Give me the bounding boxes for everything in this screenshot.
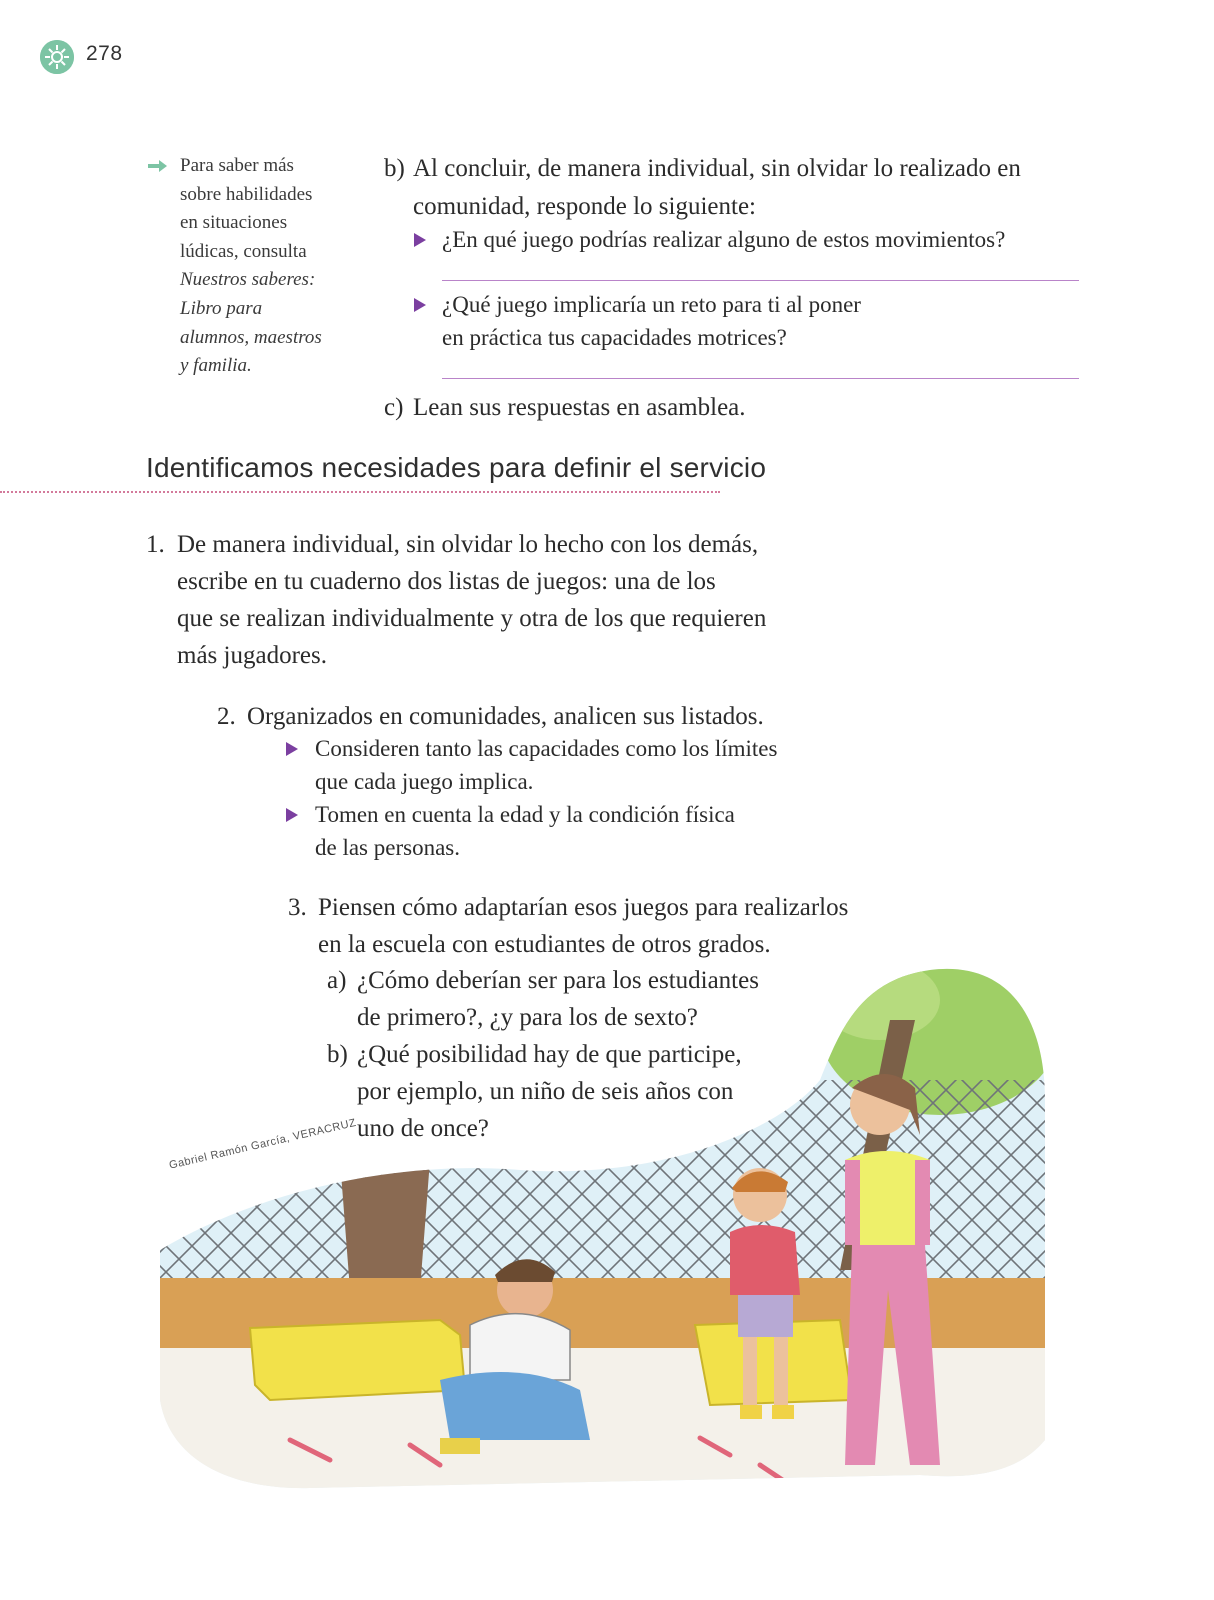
step-2-number: 2. xyxy=(217,703,236,730)
side-note-book-title: y familia. xyxy=(180,355,252,377)
step-1-line: escribe en tu cuaderno dos listas de juegos: una de los xyxy=(177,568,716,595)
step-3-number: 3. xyxy=(288,894,307,921)
step-3-a-letter: a) xyxy=(327,967,347,994)
step-2-bullet-2-line2: de las personas. xyxy=(315,835,460,860)
item-c-text: Lean sus respuestas en asamblea. xyxy=(413,394,746,421)
item-b-letter: b) xyxy=(384,155,405,182)
step-2-text: Organizados en comunidades, analicen sus listados. xyxy=(247,703,764,730)
side-note-book-title: Nuestros saberes: xyxy=(180,269,316,291)
step-3-a-line2: de primero?, ¿y para los de sexto? xyxy=(357,1004,698,1031)
step-3-a-line1: ¿Cómo deberían ser para los estudiantes xyxy=(357,967,759,994)
side-note xyxy=(150,152,350,381)
step-3-b-line1: ¿Qué posibilidad hay de que participe, xyxy=(357,1041,742,1068)
step-2-bullet-2-line1: Tomen en cuenta la edad y la condición física xyxy=(315,802,735,827)
page-badge-icon xyxy=(40,40,74,74)
bullet-arrow-icon xyxy=(286,808,298,822)
bullet-arrow-icon xyxy=(286,742,298,756)
step-3-b-letter: b) xyxy=(327,1041,348,1068)
question-2-line2: en práctica tus capacidades motrices? xyxy=(442,325,787,350)
side-note-line: Para saber más xyxy=(180,155,294,176)
step-1-line: que se realizan individualmente y otra de los que requieren xyxy=(177,605,767,632)
side-note-book-title: alumnos, maestros xyxy=(180,326,322,348)
side-note-line: sobre habilidades xyxy=(180,183,313,205)
side-note-line: lúdicas, consulta xyxy=(180,240,307,262)
step-1-line: más jugadores. xyxy=(177,642,327,669)
step-3-line2: en la escuela con estudiantes de otros grados. xyxy=(318,931,771,958)
step-3-b-line3: uno de once? xyxy=(357,1115,489,1142)
section-heading: Identificamos necesidades para definir el servicio xyxy=(146,452,767,483)
item-c-letter: c) xyxy=(384,394,404,421)
question-1: ¿En qué juego podrías realizar alguno de estos movimientos? xyxy=(442,227,1006,252)
step-3-line1: Piensen cómo adaptarían esos juegos para realizarlos xyxy=(318,894,849,921)
illustration-credit: Gabriel Ramón García, VERACRUZ xyxy=(168,1116,358,1172)
section-divider xyxy=(0,491,720,493)
item-b-text-line2: comunidad, responde lo siguiente: xyxy=(413,193,756,220)
item-b-text-line1: Al concluir, de manera individual, sin olvidar lo realizado en xyxy=(413,155,1021,182)
step-3-b-line2: por ejemplo, un niño de seis años con xyxy=(357,1078,734,1105)
step-2-bullet-1-line1: Consideren tanto las capacidades como los límites xyxy=(315,736,778,761)
step-2-bullet-1-line2: que cada juego implica. xyxy=(315,769,534,794)
bullet-arrow-icon xyxy=(414,233,426,247)
step-1-number: 1. xyxy=(146,531,165,558)
side-note-line: en situaciones xyxy=(180,212,288,234)
answer-line-1[interactable] xyxy=(442,280,1079,281)
bullet-arrow-icon xyxy=(414,298,426,312)
side-note-book-title: Libro para xyxy=(180,297,263,319)
question-2-line1: ¿Qué juego implicaría un reto para ti al poner xyxy=(442,292,861,317)
page-number: 278 xyxy=(86,42,123,65)
answer-line-2[interactable] xyxy=(442,378,1079,379)
step-1-line: De manera individual, sin olvidar lo hecho con los demás, xyxy=(177,531,759,558)
